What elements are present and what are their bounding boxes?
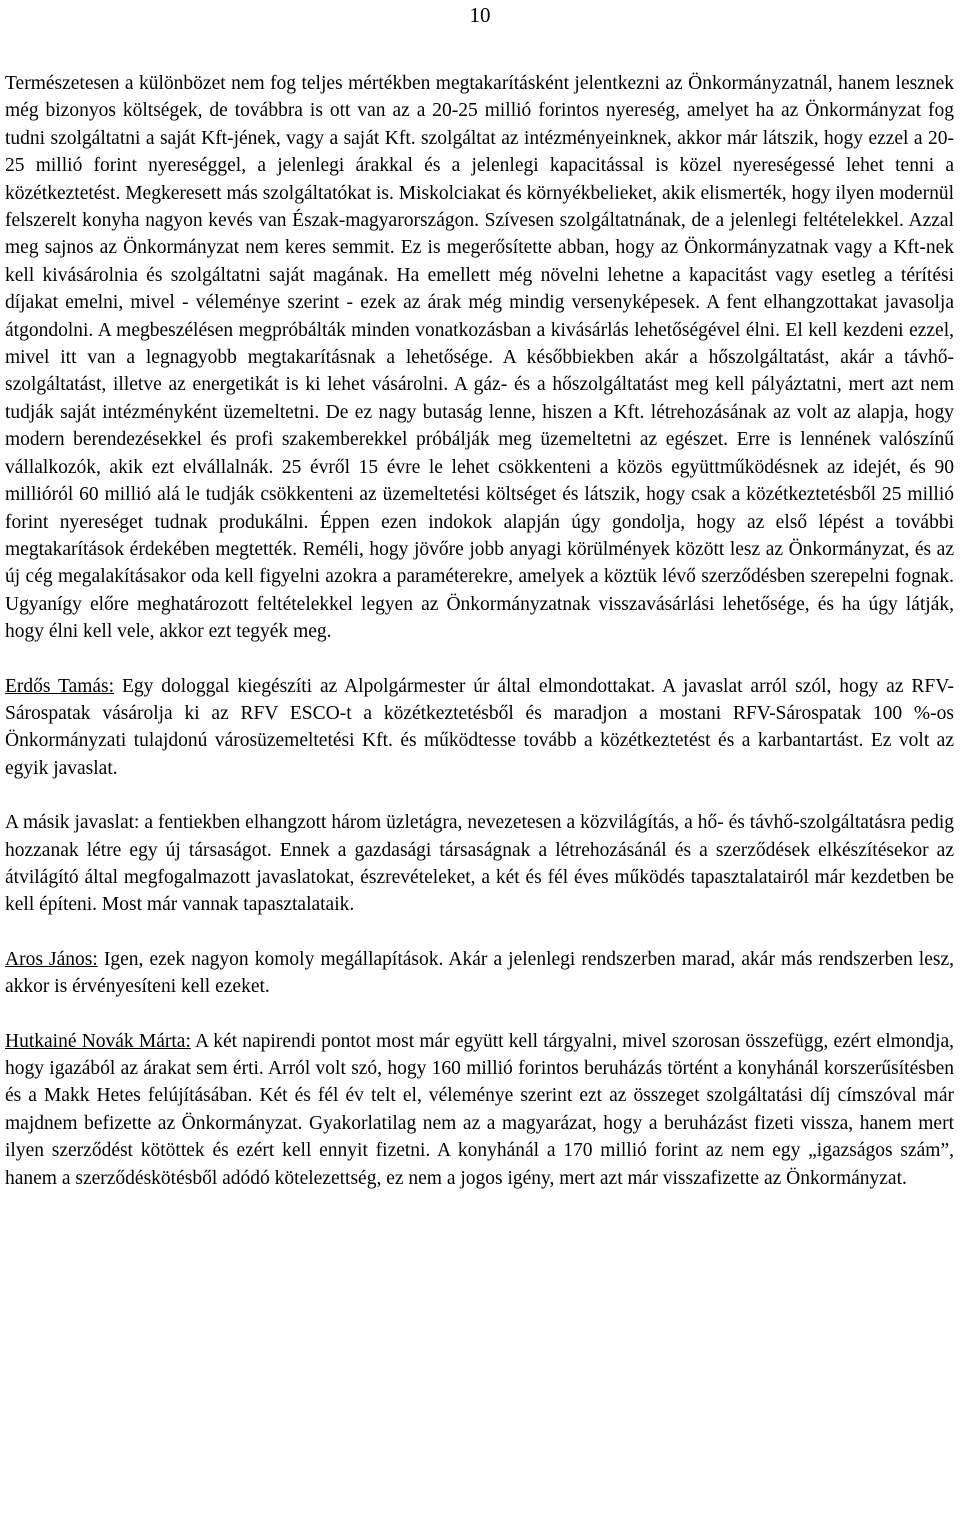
paragraph-erdos-tamas: [5, 673, 954, 783]
speaker-name: Hutkainé Novák Márta:: [5, 1030, 191, 1052]
speaker-name: Erdős Tamás:: [5, 675, 115, 697]
paragraph-aros-janos: [5, 946, 954, 1001]
paragraph-text: Természetesen a különbözet nem fog teljes mértékben megtakarításként jelentkezni az Önkormányzatnál, hanem lesznek még bizonyos költségek, de továbbra is ott van az a 20-25 millió forintos nyereség, amelyet ha az Önkormányzat fog tudni szolgáltatni a saját Kft-jének, vagy a saját Kft. szolgáltat az intézményeinknek, akkor már látszik, hogy ezzel a 20-25 millió forint nyereséggel, a jelenlegi árakkal és a jelenlegi kapacitással is közel nyereségessé lehet tenni a közétkeztetést. Megkeresett más szolgáltatókat is. Miskolciakat és környékbelieket, akik elismerték, hogy ilyen modernül felszerelt konyha nagyon kevés van Észak-magyarországon. Szívesen szolgáltatnának, de a jelenlegi feltételekkel. Azzal meg sajnos az Önkormányzat nem keres semmit. Ez is megerősítette abban, hogy az Önkormányzatnak vagy a Kft-nek kell kivásárolnia és szolgáltatni saját magának. Ha emellett még növelni lehetne a kapacitást vagy esetleg a térítési díjakat emelni, mivel - véleménye szerint - ezek az árak még mindig versenyképesek. A fent elhangzottakat javasolja átgondolni. A megbeszélésen megpróbálták minden vonatkozásban a kivásárlás lehetőségével élni. El kell kezdeni ezzel, mivel itt van a legnagyobb megtakarításnak a lehetősége. A későbbiekben akár a hőszolgáltatást, akár a távhő-szolgáltatást, illetve az energetikát is ki lehet vásárolni. A gáz- és a hőszolgáltatást meg kell pályáztatni, mert azt nem tudják saját intézményként üzemeltetni. De ez nagy butaság lenne, hiszen a Kft. létrehozásának az volt az alapja, hogy modern berendezésekkel és profi szakemberekkel próbálják meg üzemeltetni az egészet. Erre is lennének valószínű vállalkozók, akik ezt elvállalnák. 25 évről 15 évre le lehet csökkenteni a közös együttműködésnek az idejét, és 90 millióról 60 millió alá le tudják csökkenteni az üzemeltetési költséget és látszik, hogy csak a közétkeztetésből 25 millió forint nyereséget tudnak produkálni. Éppen ezen indokok alapján úgy gondolja, hogy az első lépést a további megtakarítások érdekében megtették. Reméli, hogy jövőre jobb anyagi körülmények között lesz az Önkormányzat, és az új cég megalakításakor oda kell figyelni azokra a paraméterekre, amelyek a köztük lévő szerződésben szerepelni fognak. Ugyanígy előre meghatározott feltételekkel legyen az Önkormányzatnak visszavásárlási lehetősége, és ha úgy látják, hogy élni kell vele, akkor ezt tegyék meg.: [5, 73, 954, 643]
paragraph-intro: [5, 70, 954, 646]
paragraph-second-proposal: [5, 809, 954, 919]
paragraph-text: A másik javaslat: a fentiekben elhangzott három üzletágra, nevezetesen a közvilágítás, a hő- és távhő-szolgáltatásra pedig hozzanak létre egy új társaságot. Ennek a gazdasági társaságnak a létrehozásánál és a szerződések elkészítésekor az átvilágító által megfogalmazott javaslatokat, észrevételeket, a két és fél éves működés tapasztalatairól már kezdetben be kell építeni. Most már vannak tapasztalataik.: [5, 812, 954, 916]
paragraph-text: A két napirendi pontot most már együtt kell tárgyalni, mivel szorosan összefügg, ezért elmondja, hogy igazából az árakat sem érti. Arról volt szó, hogy 160 millió forintos beruházás történt a konyhánál korszerűsítésben és a Makk Hetes felújításában. Két és fél év telt el, véleménye szerint ezt az összeget szolgáltatási díj címszóval már majdnem befizette az Önkormányzat. Gyakorlatilag nem az a magyarázat, hogy a beruházást fizeti vissza, hanem mert ilyen szerződést kötöttek és ezért kell ennyit fizetni. A konyhánál a 170 millió forint az nem egy „igazságos szám”, hanem a szerződéskötésből adódó kötelezettség, ez nem a jogos igény, mert azt már visszafizette az Önkormányzat.: [5, 1030, 954, 1189]
paragraph-text: Igen, ezek nagyon komoly megállapítások. Akár a jelenlegi rendszerben marad, akár más rendszerben lesz, akkor is érvényesíteni kell ezeket.: [5, 948, 954, 998]
paragraph-text: Egy dologgal kiegészíti az Alpolgármester úr által elmondottakat. A javaslat arról szól, hogy az RFV-Sárospatak vásárolja ki az RFV ESCO-t a közétkeztetésből és maradjon a mostani RFV-Sárospatak 100 %-os Önkormányzati tulajdonú városüzemeltetési Kft. és működtesse tovább a közétkeztetést és a karbantartást. Ez volt az egyik javaslat.: [5, 675, 954, 779]
page-number: 10: [469, 3, 491, 27]
speaker-name: Aros János:: [5, 948, 98, 970]
paragraph-hutkaine-novak-marta: [5, 1028, 954, 1192]
document-body: [5, 70, 954, 1192]
